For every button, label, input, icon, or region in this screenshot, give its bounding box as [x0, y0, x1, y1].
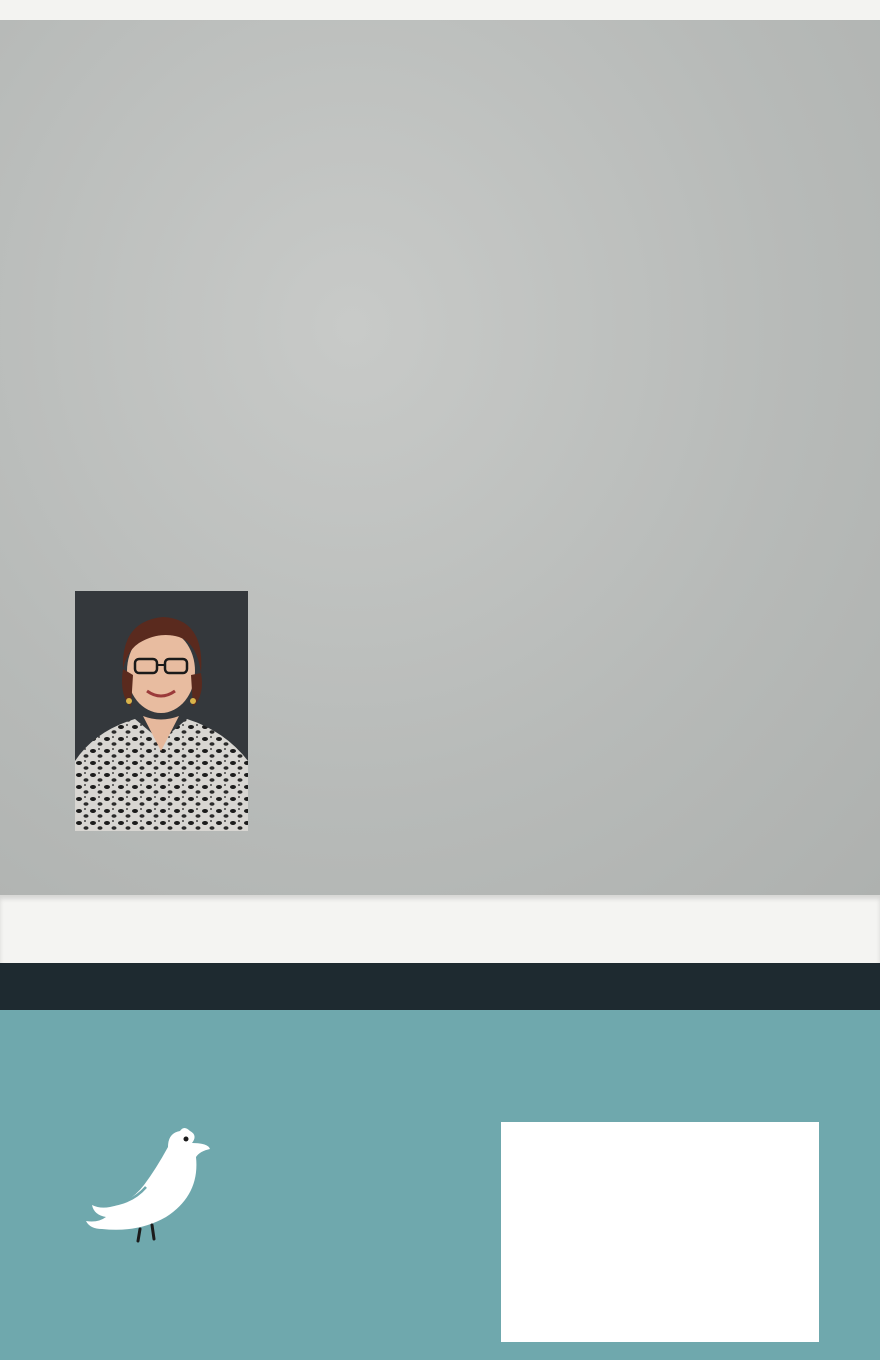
- author-name: [262, 572, 264, 620]
- filmstrip-pattern: [0, 963, 880, 1010]
- bird-icon: [40, 1125, 240, 1243]
- author-portrait-image: [75, 591, 248, 831]
- back-cover-main-panel: [0, 20, 880, 895]
- ornament-pattern-top: [0, 0, 880, 20]
- author-photo: [75, 591, 248, 831]
- ornament-band: [0, 895, 880, 963]
- barcode-bars: [501, 1122, 819, 1342]
- ornament-pattern-band: [0, 895, 880, 963]
- isbn-barcode-box: [501, 1122, 819, 1342]
- lower-teal-panel: [0, 1010, 880, 1360]
- publisher-logo: [40, 1125, 240, 1243]
- top-ornament-strip: [0, 0, 880, 20]
- filmstrip-border: [0, 963, 880, 1010]
